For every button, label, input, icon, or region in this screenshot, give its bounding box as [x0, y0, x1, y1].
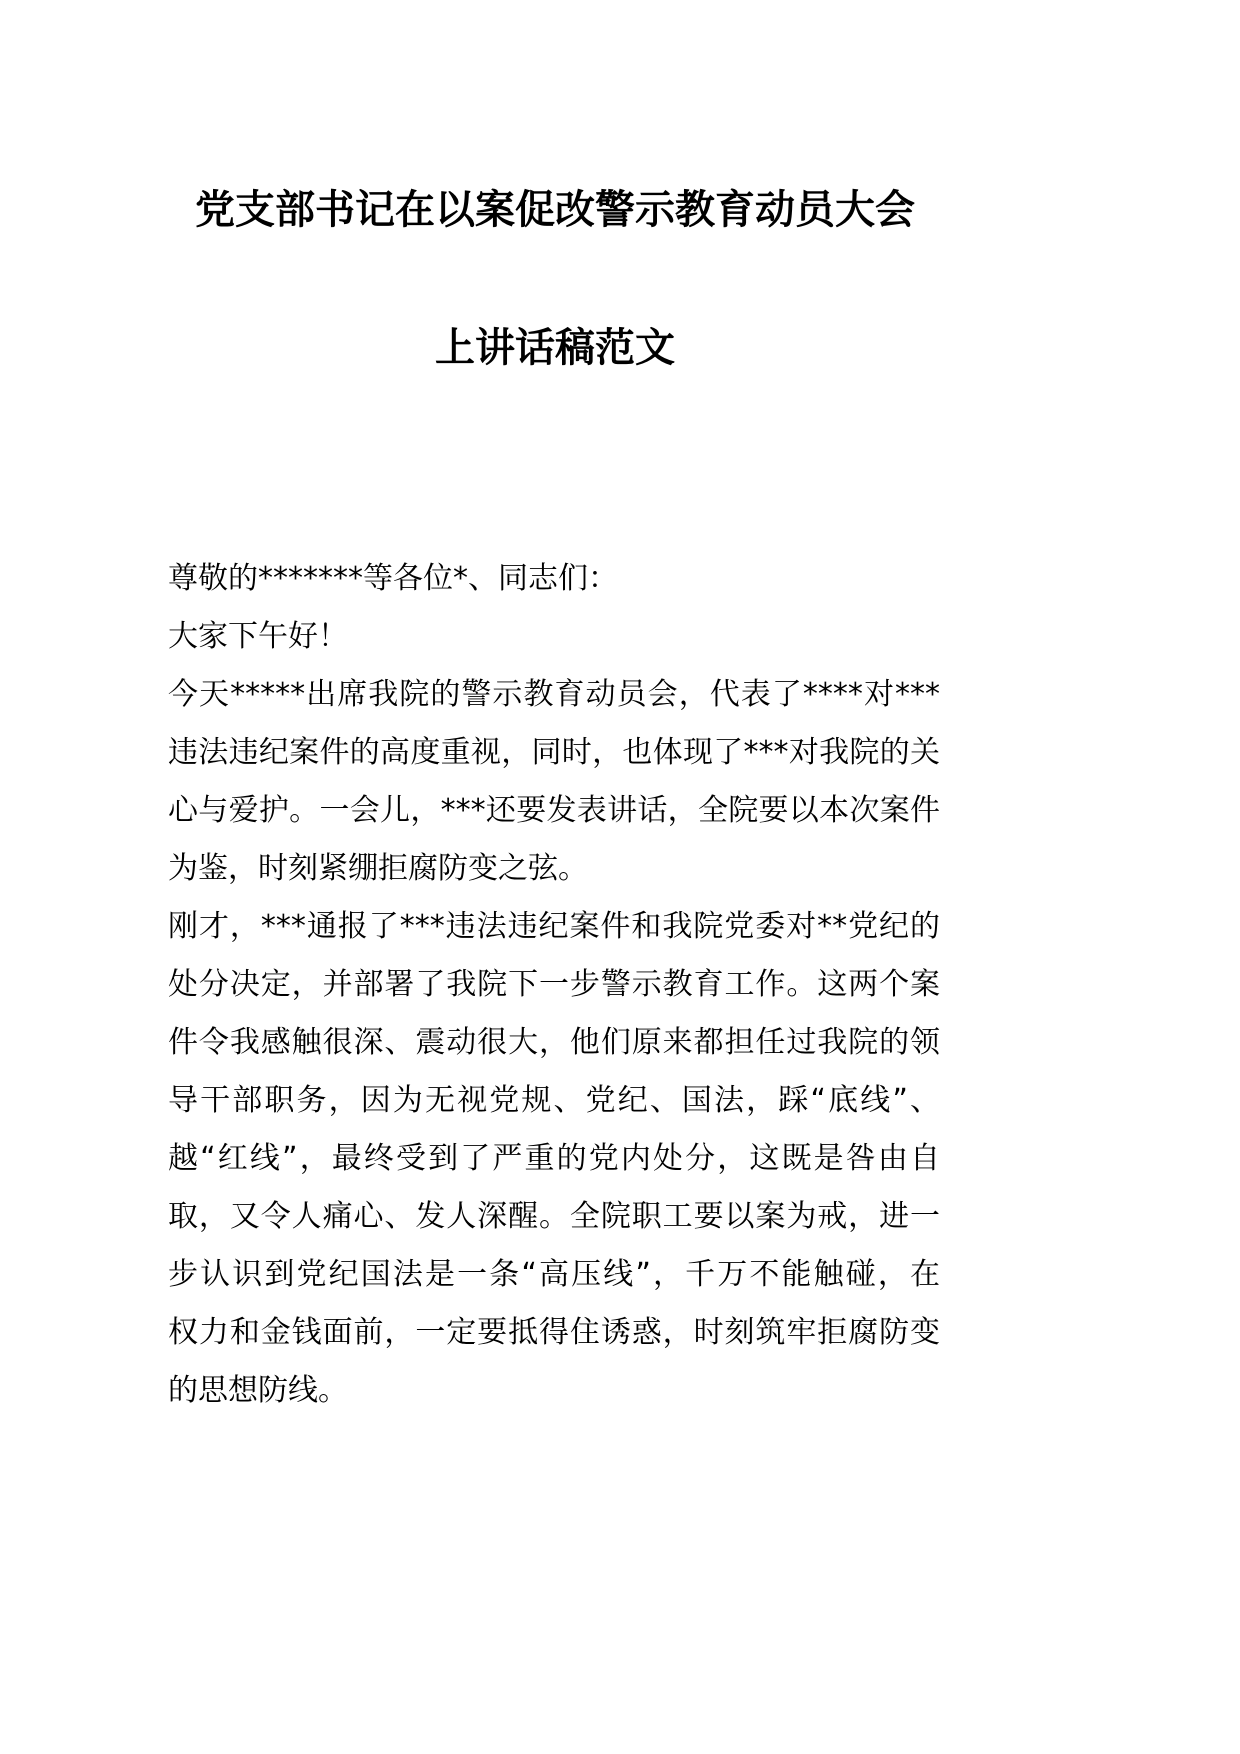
- paragraph-1: [168, 666, 940, 898]
- document-title-line-1: 党支部书记在以案促改警示教育动员大会: [195, 187, 915, 233]
- salutation: 尊敬的*******等各位*、同志们：: [168, 561, 618, 596]
- paragraph-line: 违法违纪案件的高度重视，同时，也体现了***对我院的关: [168, 735, 940, 770]
- paragraph-line: 导干部职务，因为无视党规、党纪、国法，踩“底线”、: [168, 1083, 940, 1118]
- document-title-line-2: 上讲话稿范文: [435, 325, 675, 371]
- paragraph-2: [168, 898, 940, 1420]
- greeting: 大家下午好！: [168, 619, 348, 654]
- paragraph-line: 的思想防线。: [168, 1373, 348, 1408]
- paragraph-line: 步认识到党纪国法是一条“高压线”，千万不能触碰，在: [168, 1257, 940, 1292]
- paragraph-line: 越“红线”，最终受到了严重的党内处分，这既是咎由自: [168, 1141, 940, 1176]
- paragraph-line: 心与爱护。一会儿，***还要发表讲话，全院要以本次案件: [168, 793, 940, 828]
- paragraph-line: 刚才，***通报了***违法违纪案件和我院党委对**党纪的: [168, 909, 940, 944]
- paragraph-line: 处分决定，并部署了我院下一步警示教育工作。这两个案: [168, 967, 940, 1002]
- paragraph-line: 今天*****出席我院的警示教育动员会，代表了****对***: [168, 677, 940, 712]
- document-body: [168, 550, 940, 1420]
- paragraph-line: 件令我感触很深、震动很大，他们原来都担任过我院的领: [168, 1025, 940, 1060]
- paragraph-line: 取，又令人痛心、发人深醒。全院职工要以案为戒，进一: [168, 1199, 940, 1234]
- paragraph-line: 为鉴，时刻紧绷拒腐防变之弦。: [168, 851, 588, 886]
- paragraph-line: 权力和金钱面前，一定要抵得住诱惑，时刻筑牢拒腐防变: [168, 1315, 940, 1350]
